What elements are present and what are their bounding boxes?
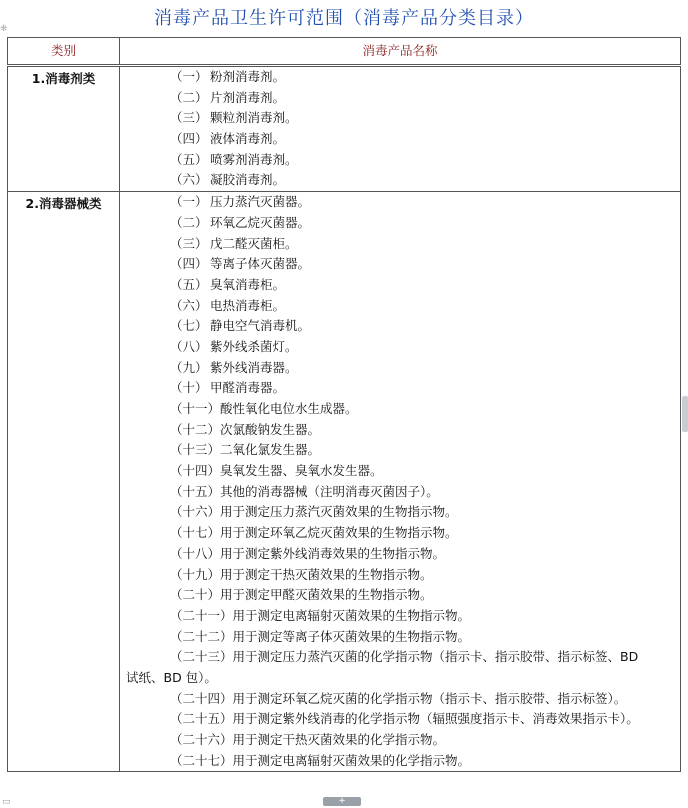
item-number: （二十六） (170, 732, 233, 748)
page-icon: ▭ (2, 797, 11, 807)
item-number: （十二） (170, 421, 221, 437)
item-text: 压力蒸汽灭菌器。 (210, 194, 311, 210)
item-text: 环氧乙烷灭菌器。 (210, 214, 311, 230)
list-item (120, 358, 680, 379)
list-item (120, 88, 680, 109)
item-text: 粉剂消毒剂。 (210, 69, 286, 84)
list-item (120, 399, 680, 420)
item-number: （十一） (170, 401, 221, 416)
item-number: （一） (170, 194, 208, 210)
list-item (120, 192, 680, 213)
item-text: 臭氧消毒柜。 (210, 276, 286, 292)
item-number: （一） (170, 69, 208, 84)
item-number: （十七） (170, 525, 221, 541)
list-item (120, 585, 680, 606)
list-item (120, 751, 680, 772)
product-list-cell (120, 66, 681, 192)
table-header-row (8, 38, 681, 66)
item-text: 用于测定干热灭菌效果的生物指示物。 (220, 566, 433, 582)
list-item (120, 730, 680, 751)
list-item (120, 234, 680, 255)
list-item (120, 709, 680, 730)
item-text: 用于测定压力蒸汽灭菌效果的生物指示物。 (220, 504, 458, 520)
item-number: （十八） (170, 545, 221, 561)
list-item (120, 689, 680, 710)
item-number: （二十四） (170, 690, 233, 706)
table-row (8, 66, 681, 192)
item-text: 用于测定电离辐射灭菌效果的生物指示物。 (232, 607, 471, 623)
item-text: 臭氧发生器、臭氧水发生器。 (220, 463, 383, 479)
category-cell: 1.消毒剂类 (8, 66, 120, 192)
item-number: （四） (170, 256, 208, 272)
item-text: 用于测定环氧乙烷灭菌效果的生物指示物。 (220, 525, 458, 541)
item-text: 戊二醛灭菌柜。 (210, 235, 298, 251)
item-text-continued: 试纸、BD 包）。 (126, 669, 217, 685)
list-item (120, 627, 680, 648)
item-number: （十三） (170, 442, 221, 458)
item-number: （十四） (170, 463, 221, 479)
item-text: 用于测定甲醛灭菌效果的生物指示物。 (220, 587, 433, 603)
list-item (120, 67, 680, 88)
list-item (120, 502, 680, 523)
item-text: 电热消毒柜。 (210, 297, 286, 313)
product-table (7, 37, 681, 772)
table-row (8, 192, 681, 772)
item-text: 喷雾剂消毒剂。 (210, 151, 298, 167)
item-text: 甲醛消毒器。 (210, 380, 286, 396)
category-cell: 2.消毒器械类 (8, 192, 120, 772)
header-category: 类别 (8, 38, 120, 66)
item-number: （十九） (170, 566, 221, 582)
list-item (120, 544, 680, 565)
list-item (120, 150, 680, 171)
item-number: （七） (170, 318, 208, 334)
list-item (120, 296, 680, 317)
item-text: 紫外线杀菌灯。 (210, 338, 298, 354)
item-number: （三） (170, 235, 208, 251)
item-number: （二十七） (170, 752, 233, 768)
list-item (120, 337, 680, 358)
item-number: （二十） (170, 587, 221, 603)
item-text: 用于测定干热灭菌效果的化学指示物。 (232, 732, 446, 748)
item-number: （九） (170, 359, 208, 375)
item-text: 其他的消毒器械（注明消毒灭菌因子）。 (220, 483, 439, 499)
item-text: 等离子体灭菌器。 (210, 256, 311, 272)
item-number: （十六） (170, 504, 221, 520)
list-item (120, 316, 680, 337)
table-move-handle-icon[interactable]: ⁜ (0, 24, 8, 34)
item-text: 次氯酸钠发生器。 (220, 421, 321, 437)
list-item (120, 129, 680, 150)
list-item (120, 482, 680, 503)
item-number: （十） (170, 380, 208, 396)
list-item (120, 606, 680, 627)
header-product: 消毒产品名称 (120, 38, 681, 66)
item-number: （二） (170, 89, 208, 105)
item-text: 片剂消毒剂。 (210, 89, 286, 105)
product-list-cell (120, 192, 681, 772)
list-item (120, 647, 680, 688)
item-text: 酸性氧化电位水生成器。 (220, 401, 358, 416)
list-item (120, 440, 680, 461)
item-number: （五） (170, 151, 208, 167)
list-item (120, 565, 680, 586)
item-text: 液体消毒剂。 (210, 131, 286, 147)
scrollbar-grip[interactable] (682, 396, 688, 432)
page-title: 消毒产品卫生许可范围（消毒产品分类目录） (154, 8, 534, 29)
item-text: 静电空气消毒机。 (210, 318, 311, 334)
item-number: （八） (170, 338, 208, 354)
list-item (120, 523, 680, 544)
item-number: （六） (170, 172, 208, 188)
item-text: 用于测定压力蒸汽灭菌的化学指示物（指示卡、指示胶带、指示标签、BD (232, 649, 639, 665)
item-number: （二十五） (170, 711, 233, 727)
list-item (120, 254, 680, 275)
item-text: 二氧化氯发生器。 (220, 442, 321, 458)
item-number: （十五） (170, 483, 221, 499)
item-text: 用于测定紫外线消毒效果的生物指示物。 (220, 545, 446, 561)
list-item (120, 170, 680, 191)
list-item (120, 213, 680, 234)
item-number: （五） (170, 276, 208, 292)
item-number: （二） (170, 214, 208, 230)
item-text: 紫外线消毒器。 (210, 359, 298, 375)
item-text: 用于测定环氧乙烷灭菌的化学指示物（指示卡、指示胶带、指示标签）。 (232, 690, 627, 706)
item-number: （二十三） (170, 649, 233, 665)
list-item (120, 108, 680, 129)
item-text: 用于测定电离辐射灭菌效果的化学指示物。 (232, 752, 471, 768)
bottom-bar (0, 797, 688, 808)
add-row-button[interactable]: + (323, 797, 361, 806)
item-number: （二十一） (170, 607, 233, 623)
item-text: 凝胶消毒剂。 (210, 172, 286, 188)
list-item (120, 420, 680, 441)
item-number: （二十二） (170, 628, 233, 644)
item-text: 用于测定等离子体灭菌效果的生物指示物。 (232, 628, 471, 644)
item-number: （六） (170, 297, 208, 313)
item-text: 用于测定紫外线消毒的化学指示物（辐照强度指示卡、消毒效果指示卡）。 (232, 711, 639, 727)
list-item (120, 275, 680, 296)
list-item (120, 378, 680, 399)
item-text: 颗粒剂消毒剂。 (210, 110, 298, 126)
list-item (120, 461, 680, 482)
item-number: （三） (170, 110, 208, 126)
item-number: （四） (170, 131, 208, 147)
